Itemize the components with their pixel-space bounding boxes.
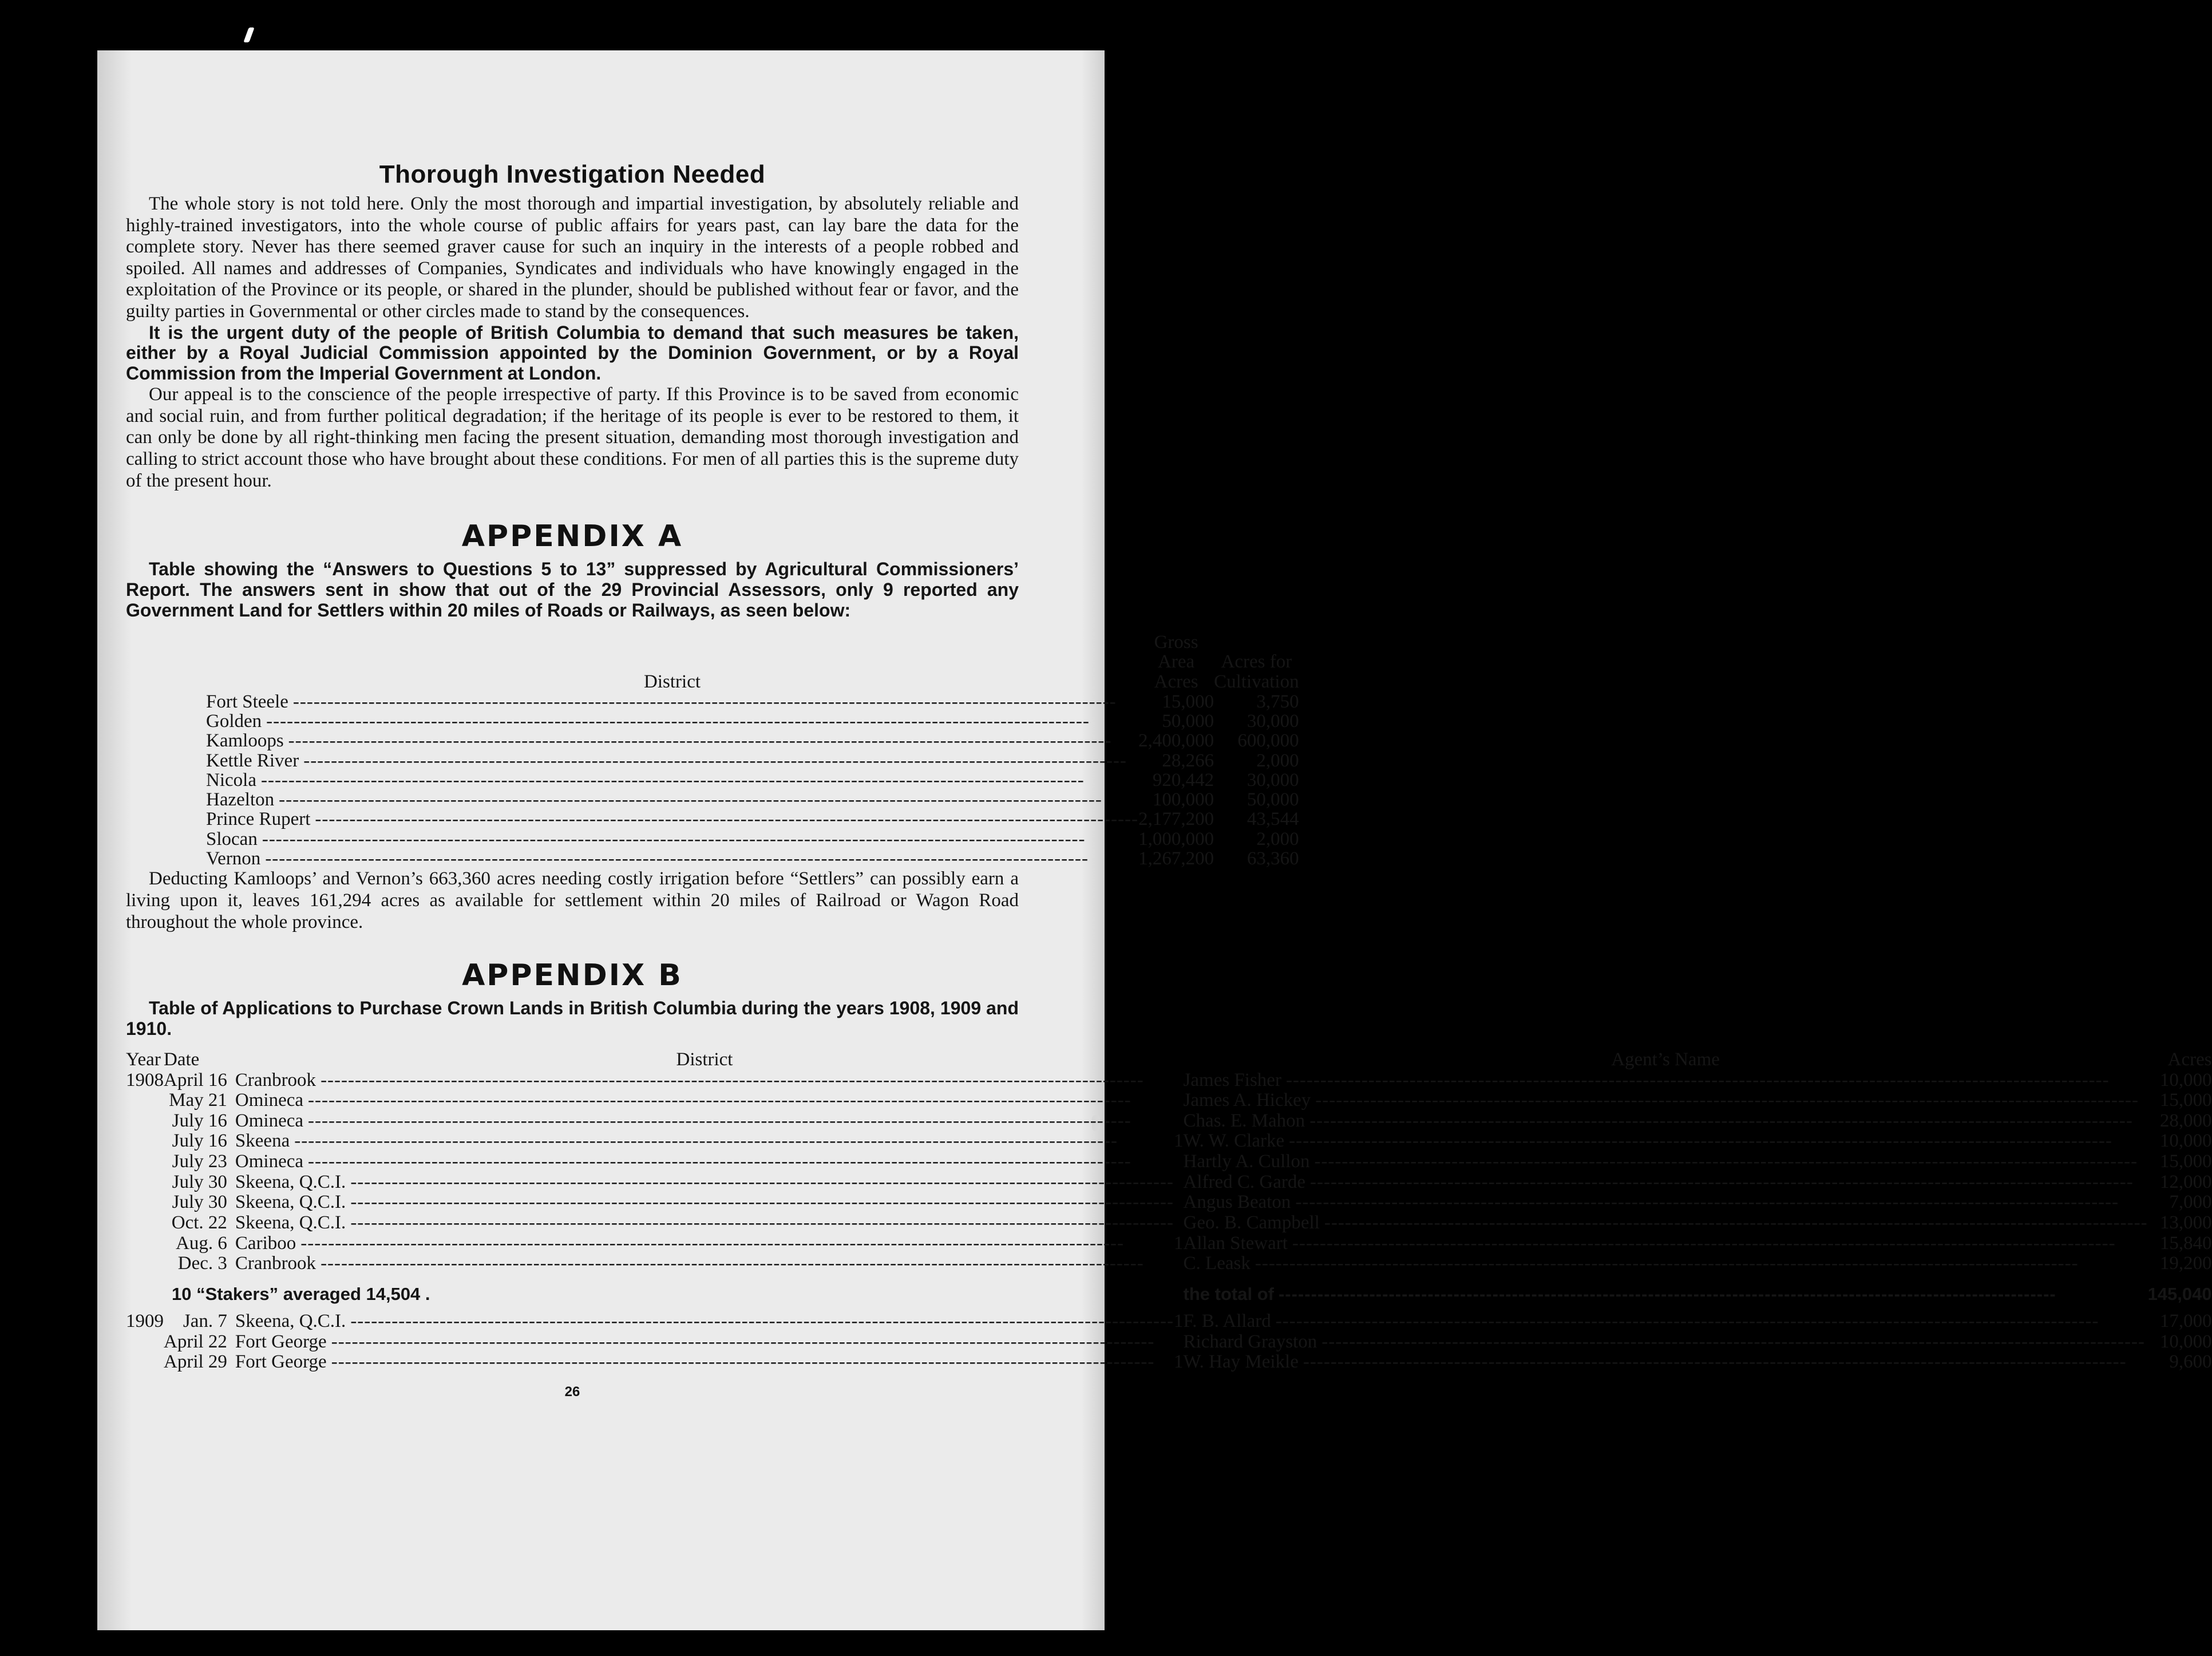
mark-cell xyxy=(1174,1172,1184,1193)
year-cell xyxy=(126,1352,164,1373)
agent-cell: W. Hay Meikle xyxy=(1183,1351,1299,1373)
agent-cell: Alfred C. Garde xyxy=(1183,1171,1306,1192)
table-row xyxy=(206,751,1322,770)
appendix-b-table xyxy=(126,1050,2212,1373)
year-cell xyxy=(126,1192,164,1213)
mark-cell xyxy=(1174,1332,1184,1353)
cultivation-value: 43,544 xyxy=(1247,809,1299,830)
district-cell: Skeena xyxy=(235,1131,290,1152)
district-cell: Cranbrook xyxy=(235,1069,316,1090)
table-row xyxy=(126,1152,2212,1172)
date-cell: May 21 xyxy=(169,1090,227,1111)
summary-total: 145,040 xyxy=(2147,1283,2212,1304)
table-row xyxy=(126,1111,2212,1132)
acres-cell: 17,000 xyxy=(2159,1311,2212,1332)
date-cell: April 29 xyxy=(164,1351,227,1373)
year-cell xyxy=(126,1111,164,1132)
summary-label-right: the total of xyxy=(1183,1283,1274,1304)
cultivation-value: 600,000 xyxy=(1237,730,1299,752)
table-row xyxy=(126,1192,2212,1213)
date-cell: July 16 xyxy=(172,1131,227,1152)
date-cell: Jan. 7 xyxy=(183,1311,227,1332)
appendix-b xyxy=(126,958,2212,1373)
acres-cell: 10,000 xyxy=(2159,1131,2212,1152)
date-cell: July 30 xyxy=(172,1171,227,1192)
cultivation-value: 50,000 xyxy=(1247,789,1299,811)
mark-cell xyxy=(1174,1213,1184,1234)
col-gross-area: Gross Area Acres xyxy=(1154,631,1198,692)
ink-mark xyxy=(243,27,254,42)
intro-paragraph-1: The whole story is not told here. Only the most thorough and impartial investigation, by absolutely reliable and highly-trained investigators, into the whole course of public affairs for years past, can lay bare the data for the complete story. Never has there seemed graver cause for such an inquiry in the interests of a people robbed and spoiled. All names and addresses of Companies, Syndicates and individuals who have knowingly engaged in the exploitation of the Province or its people, or shared in the plunder, should be published without fear or favor, and the guilty parties in Governmental or other circles made to stand by the consequences. xyxy=(126,193,1019,322)
page-number: 26 xyxy=(564,1384,580,1400)
mark-cell: 1 xyxy=(1174,1131,1184,1152)
mark-cell xyxy=(1174,1192,1184,1213)
gross-area-value: 15,000 xyxy=(1162,691,1214,712)
intro-paragraph-3: Our appeal is to the conscience of the people irrespective of party. If this Province is to be saved from economic and social ruin, and from further political degradation; if the heritage of its people is ever to be restored to them, it can only be done by all right-thinking men facing the present situation, demanding most thorough investigation and calling to strict account those who have brought about these conditions. For men of all parties this is the supreme duty of the present hour. xyxy=(126,384,1019,491)
page-content xyxy=(126,160,2212,1400)
table-row xyxy=(126,1352,2212,1373)
table-row xyxy=(126,1213,2212,1234)
agent-cell: James A. Hickey xyxy=(1183,1090,1311,1111)
district-cell: Omineca xyxy=(235,1090,304,1111)
district-name: Kamloops xyxy=(206,730,284,752)
year-cell: 1909 xyxy=(126,1311,164,1332)
acres-cell: 15,840 xyxy=(2159,1232,2212,1254)
section-title: Thorough Investigation Needed xyxy=(379,160,766,188)
acres-cell: 13,000 xyxy=(2159,1212,2212,1233)
year-cell xyxy=(126,1332,164,1353)
cultivation-value: 2,000 xyxy=(1256,828,1299,849)
district-name: Slocan xyxy=(206,828,258,849)
year-cell xyxy=(126,1172,164,1193)
table-row xyxy=(206,770,1322,790)
mark-cell: 1 xyxy=(1174,1311,1184,1332)
district-name: Fort Steele xyxy=(206,691,288,712)
summary-row xyxy=(126,1274,2212,1311)
district-name: Nicola xyxy=(206,769,256,791)
date-cell: Oct. 22 xyxy=(171,1212,227,1233)
agent-cell: Angus Beaton xyxy=(1183,1192,1291,1213)
col-district: District xyxy=(676,1049,733,1070)
gross-area-value: 2,177,200 xyxy=(1138,809,1214,830)
acres-cell: 7,000 xyxy=(2169,1192,2212,1213)
cultivation-value: 30,000 xyxy=(1247,710,1299,732)
district-name: Kettle River xyxy=(206,750,299,771)
acres-cell: 9,600 xyxy=(2169,1351,2212,1373)
year-cell: 1908 xyxy=(126,1069,164,1090)
mark-cell: 1 xyxy=(1174,1232,1184,1254)
agent-cell: C. Leask xyxy=(1183,1253,1251,1274)
date-cell: April 16 xyxy=(164,1069,227,1090)
year-cell xyxy=(126,1213,164,1234)
cultivation-value: 2,000 xyxy=(1256,750,1299,771)
cultivation-value: 63,360 xyxy=(1247,848,1299,870)
acres-cell: 12,000 xyxy=(2159,1171,2212,1192)
district-cell: Fort George xyxy=(235,1331,327,1352)
cultivation-value: 30,000 xyxy=(1247,769,1299,791)
mark-cell: 1 xyxy=(1174,1351,1184,1373)
agent-cell: Allan Stewart xyxy=(1183,1232,1288,1254)
appendix-a-heading: APPENDIX A xyxy=(461,519,683,554)
acres-cell: 10,000 xyxy=(2159,1331,2212,1352)
table-row xyxy=(206,809,1322,829)
table-row xyxy=(206,849,1322,868)
table-row xyxy=(206,829,1322,849)
appendix-a-table xyxy=(206,633,1322,869)
agent-cell: Chas. E. Mahon xyxy=(1183,1110,1305,1131)
mark-cell xyxy=(1174,1152,1184,1172)
district-name: Prince Rupert xyxy=(206,809,311,830)
table-row xyxy=(126,1254,2212,1274)
col-cultivation: Acres for Cultivation xyxy=(1214,651,1299,692)
mark-cell xyxy=(1174,1111,1184,1132)
table-row xyxy=(206,692,1322,712)
year-cell xyxy=(126,1090,164,1111)
appendix-a-intro: Table showing the “Answers to Questions 5 to 13” suppressed by Agricultural Commissioners’ Report. The answers sent in show that out of the 29 Provincial Assessors, only 9 reported any Government Land for Settlers within 20 miles of Roads or Railways, as seen below: xyxy=(126,559,1019,620)
gross-area-value: 920,442 xyxy=(1152,769,1214,791)
table-row xyxy=(126,1131,2212,1152)
gross-area-value: 2,400,000 xyxy=(1138,730,1214,752)
mark-cell xyxy=(1174,1070,1184,1091)
district-cell: Omineca xyxy=(235,1110,304,1131)
col-year: Year xyxy=(126,1049,161,1070)
gross-area-value: 1,000,000 xyxy=(1138,828,1214,849)
date-cell: July 23 xyxy=(172,1151,227,1172)
year-cell xyxy=(126,1131,164,1152)
table-row xyxy=(206,731,1322,750)
mark-cell xyxy=(1174,1090,1184,1111)
col-district: District xyxy=(644,671,701,692)
table-row xyxy=(126,1070,2212,1091)
appendix-b-intro: Table of Applications to Purchase Crown Lands in British Columbia during the years 1908, 1909 and 1910. xyxy=(126,998,1019,1040)
acres-cell: 15,000 xyxy=(2159,1090,2212,1111)
acres-cell: 10,000 xyxy=(2159,1069,2212,1090)
year-cell xyxy=(126,1152,164,1172)
col-agent: Agent’s Name xyxy=(1611,1049,1720,1070)
district-cell: Cranbrook xyxy=(235,1253,316,1274)
date-cell: July 16 xyxy=(172,1110,227,1131)
agent-cell: Geo. B. Campbell xyxy=(1183,1212,1320,1233)
gross-area-value: 100,000 xyxy=(1152,789,1214,811)
table-row xyxy=(206,790,1322,809)
district-cell: Skeena, Q.C.I. xyxy=(235,1212,346,1233)
table-row xyxy=(126,1234,2212,1254)
district-cell: Omineca xyxy=(235,1151,304,1172)
gross-area-value: 50,000 xyxy=(1162,710,1214,732)
district-cell: Skeena, Q.C.I. xyxy=(235,1192,346,1213)
appendix-b-heading: APPENDIX B xyxy=(462,958,683,993)
agent-cell: James Fisher xyxy=(1183,1069,1281,1090)
table-row xyxy=(126,1090,2212,1111)
acres-cell: 28,000 xyxy=(2159,1110,2212,1131)
cultivation-value: 3,750 xyxy=(1256,691,1299,712)
year-cell xyxy=(126,1254,164,1274)
col-date: Date xyxy=(164,1049,200,1070)
acres-cell: 15,000 xyxy=(2159,1151,2212,1172)
mark-cell xyxy=(1174,1254,1184,1274)
gross-area-value: 1,267,200 xyxy=(1138,848,1214,870)
appendix-a xyxy=(126,519,1299,933)
agent-cell: Richard Grayston xyxy=(1183,1331,1317,1352)
intro-paragraph-2: It is the urgent duty of the people of British Columbia to demand that such measures be taken, either by a Royal Judicial Commission appointed by the Dominion Government, or by a Royal Commission from the Imperial Government at London. xyxy=(126,322,1019,384)
district-cell: Cariboo xyxy=(235,1232,296,1254)
date-cell: April 22 xyxy=(164,1331,227,1352)
district-name: Hazelton xyxy=(206,789,275,811)
district-cell: Fort George xyxy=(235,1351,327,1373)
col-acres: Acres xyxy=(2167,1049,2212,1070)
date-cell: July 30 xyxy=(172,1192,227,1213)
table-row xyxy=(126,1332,2212,1353)
intro-section xyxy=(126,193,1019,492)
summary-label-left: 10 “Stakers” averaged 14,504 . xyxy=(172,1283,430,1304)
table-row xyxy=(126,1311,2212,1332)
agent-cell: F. B. Allard xyxy=(1183,1311,1271,1332)
appendix-a-note: Deducting Kamloops’ and Vernon’s 663,360 acres needing costly irrigation before “Settlers” can possibly earn a living upon it, leaves 161,294 acres as available for settlement within 20 miles of Railroad or Wagon Road throughout the whole province. xyxy=(126,868,1019,932)
date-cell: Dec. 3 xyxy=(177,1253,227,1274)
district-cell: Skeena, Q.C.I. xyxy=(235,1311,346,1332)
year-cell xyxy=(126,1234,164,1254)
table-row xyxy=(206,712,1322,731)
agent-cell: W. W. Clarke xyxy=(1183,1131,1285,1152)
gross-area-value: 28,266 xyxy=(1162,750,1214,771)
district-cell: Skeena, Q.C.I. xyxy=(235,1171,346,1192)
acres-cell: 19,200 xyxy=(2159,1253,2212,1274)
agent-cell: Hartly A. Cullon xyxy=(1183,1151,1310,1172)
district-name: Vernon xyxy=(206,848,261,870)
date-cell: Aug. 6 xyxy=(176,1232,227,1254)
district-name: Golden xyxy=(206,710,262,732)
table-row xyxy=(126,1172,2212,1193)
